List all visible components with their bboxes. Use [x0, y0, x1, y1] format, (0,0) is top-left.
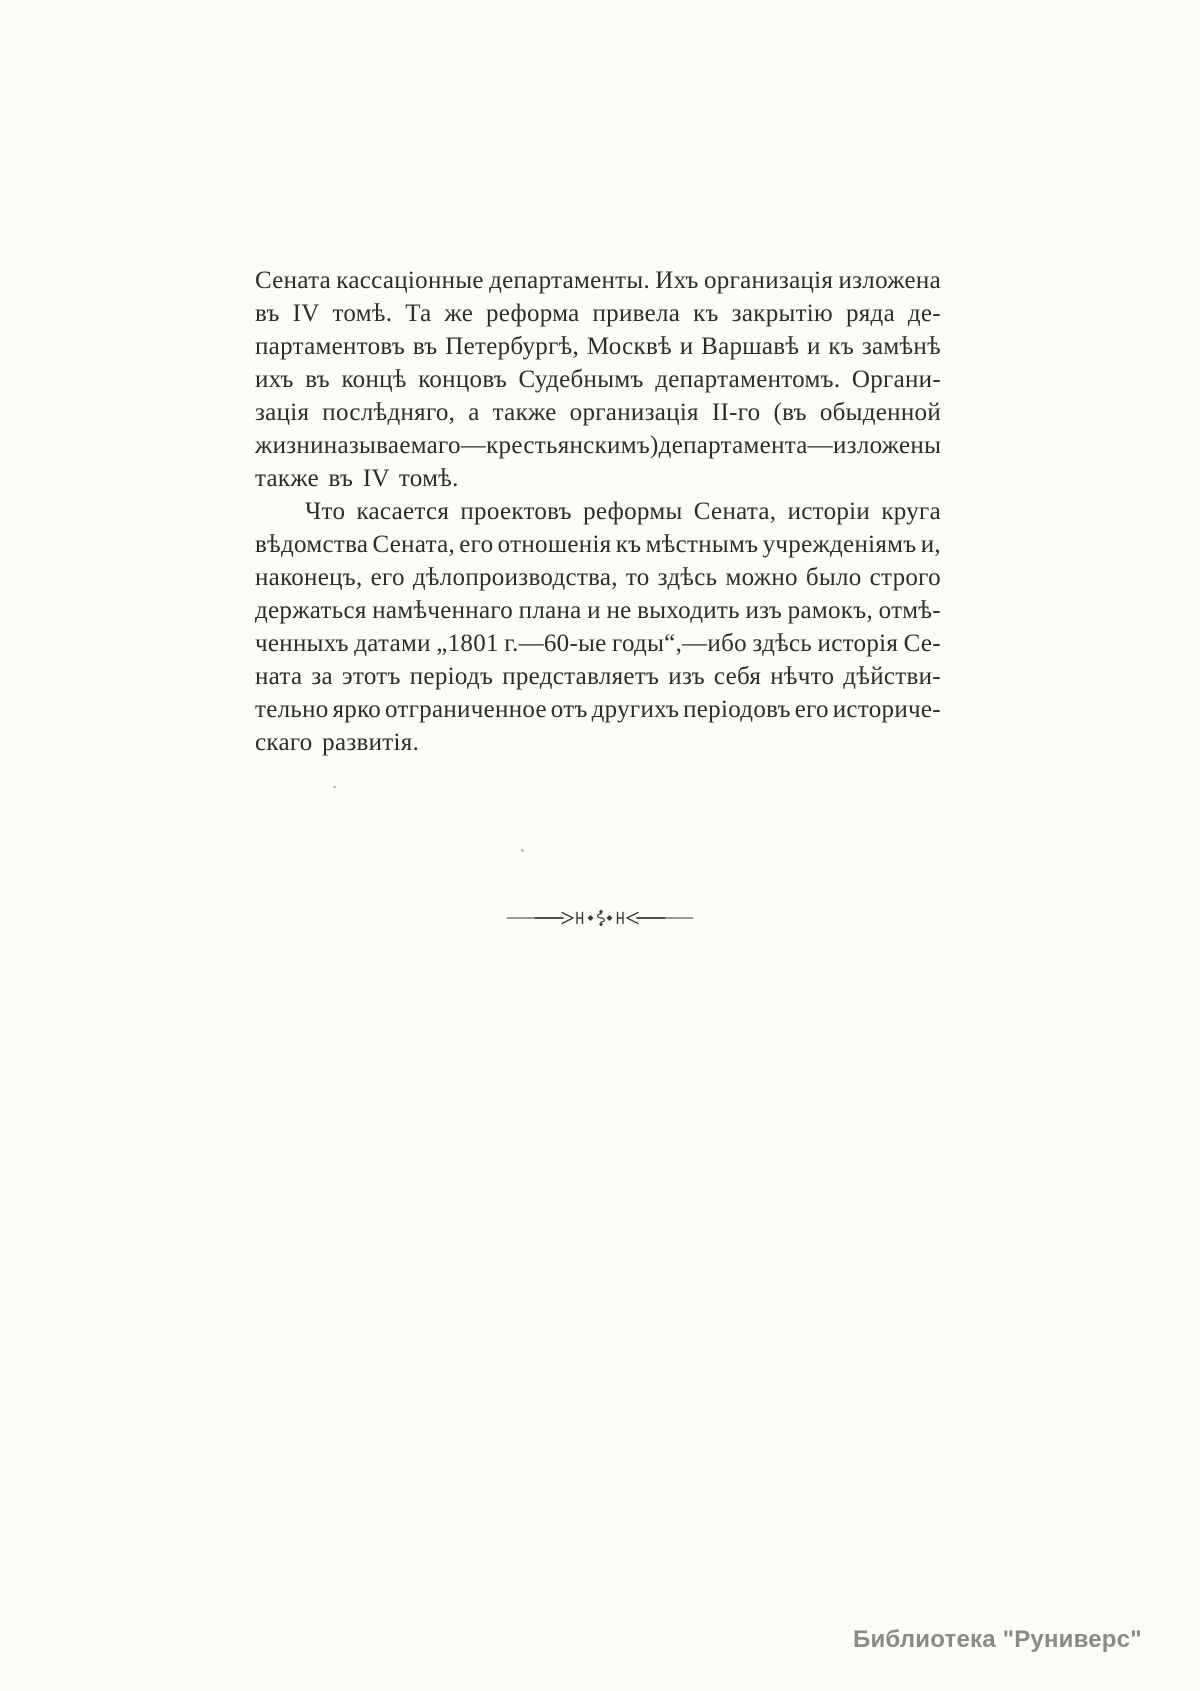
text-line: также въ IV томѣ.: [255, 465, 459, 492]
text-line: скаго развитія.: [255, 729, 420, 756]
text-line: держаться намѣченнаго плана и не выходить изъ рамокъ, отмѣ-: [255, 597, 941, 624]
scan-speck: [333, 786, 336, 788]
text-line: ихъ въ концѣ концовъ Судебнымъ департаментомъ. Органи-: [255, 366, 941, 393]
text-line: ченныхъ датами „1801 г.—60-ые годы“,—ибо здѣсь исторія Се-: [255, 630, 941, 657]
text-line: вѣдомства Сената, его отношенія къ мѣстнымъ учрежденіямъ и,: [255, 531, 941, 558]
runivers-watermark: Библиотека "Руниверс": [853, 1626, 1142, 1653]
divider-ornament-graphic: [505, 905, 695, 931]
divider-ornament: [505, 905, 695, 931]
text-line: наконецъ, его дѣлопроизводства, то здѣсь можно было строго: [255, 564, 941, 591]
scan-speck: [521, 849, 524, 852]
text-line: ната за этотъ періодъ представляетъ изъ себя нѣчто дѣйстви-: [255, 663, 941, 690]
text-line: зація послѣдняго, а также организація II-го (въ обыденной: [255, 399, 941, 426]
text-block: [255, 264, 941, 759]
paragraph: [255, 495, 941, 759]
text-line: тельно ярко отграниченное отъ другихъ періодовъ его историче-: [255, 696, 941, 723]
text-line: Что касается проектовъ реформы Сената, исторіи круга: [305, 498, 941, 525]
text-line: жизни называемаго — крестьянскимъ) департамента—изложены: [255, 432, 942, 459]
text-line: партаментовъ въ Петербургѣ, Москвѣ и Варшавѣ и къ замѣнѣ: [255, 333, 941, 360]
text-line: въ IV томѣ. Та же реформа привела къ закрытію ряда де-: [255, 300, 941, 327]
text-line: Сената кассаціонные департаменты. Ихъ организація изложена: [255, 267, 941, 294]
paragraph: [255, 264, 941, 495]
